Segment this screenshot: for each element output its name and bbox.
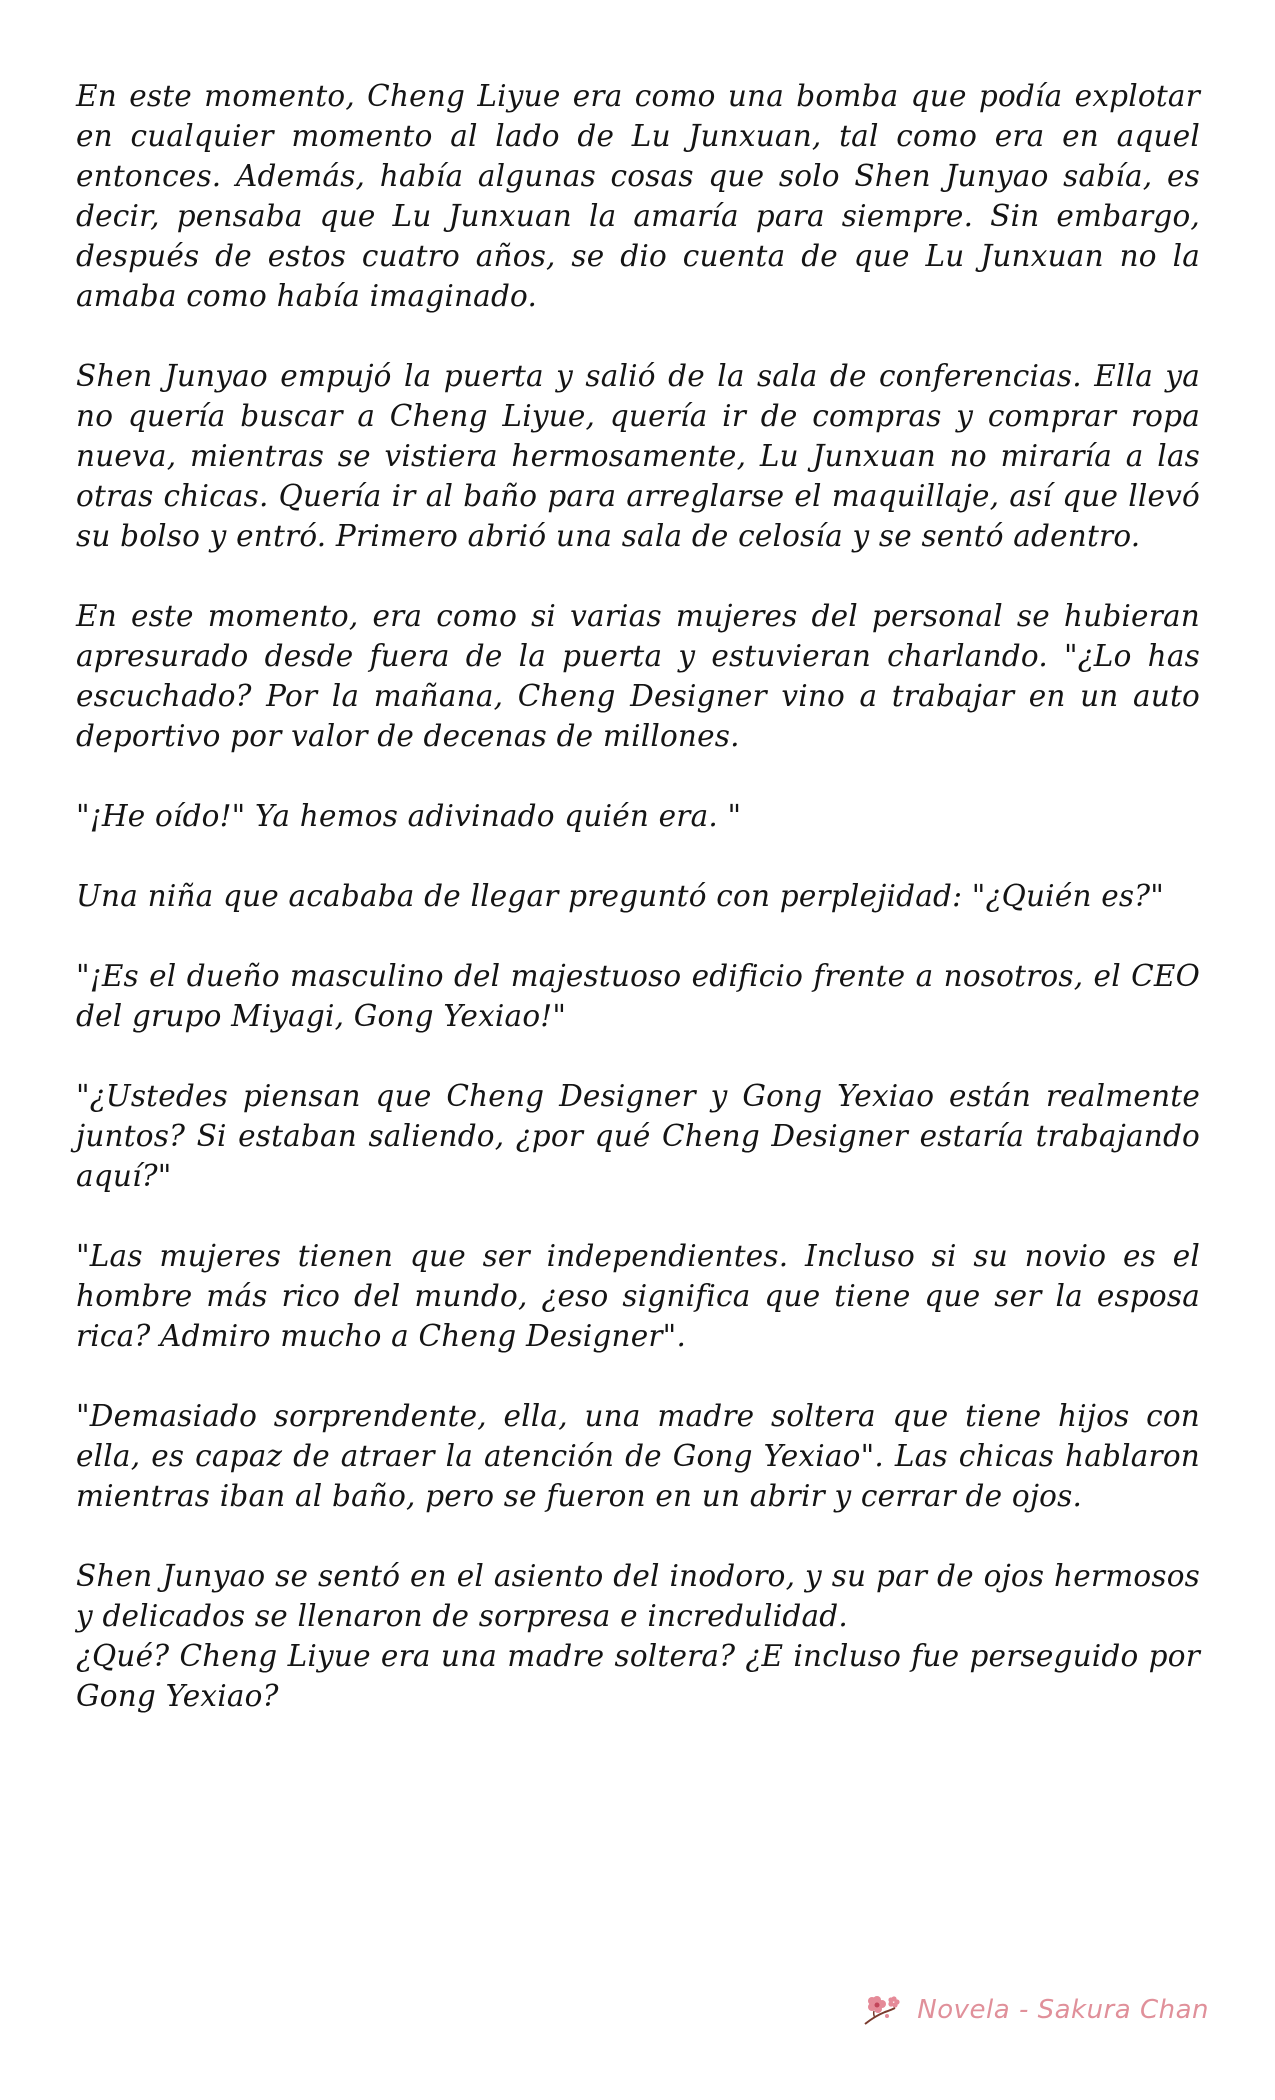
document-body xyxy=(76,76,1200,1756)
credit-text: Novela - Sakura Chan xyxy=(917,1995,1209,2025)
paragraph: En este momento, Cheng Liyue era como una bomba que podía explotar en cualquier momento al lado de Lu Junxuan, tal como era en aquel entonces. Además, había algunas cosas que solo Shen Junyao sabía, es decir, pensaba que Lu Junxuan la amaría para siempre. Sin embargo, después de estos cuatro años, se dio cuenta de que Lu Junxuan no la amaba como había imaginado. xyxy=(76,79,1200,313)
paragraph: "¡He oído!" Ya hemos adivinado quién era. " xyxy=(76,799,742,833)
paragraph: Shen Junyao empujó la puerta y salió de la sala de conferencias. Ella ya no quería buscar a Cheng Liyue, quería ir de compras y comprar ropa nueva, mientras se vistiera hermosamente, Lu Junxuan no miraría a las otras chicas. Quería ir al baño para arreglarse el maquillaje, así que llevó su bolso y entró. Primero abrió una sala de celosía y se sentó adentro. xyxy=(76,359,1200,553)
paragraph: "¿Ustedes piensan que Cheng Designer y Gong Yexiao están realmente juntos? Si estaban saliendo, ¿por qué Cheng Designer estaría trabajando aquí?" xyxy=(76,1079,1200,1193)
sakura-flower-icon xyxy=(861,1990,905,2030)
paragraph: "Demasiado sorprendente, ella, una madre soltera que tiene hijos con ella, es capaz de atraer la atención de Gong Yexiao". Las chicas hablaron mientras iban al baño, pero se fueron en un abrir y cerrar de ojos. xyxy=(76,1399,1200,1513)
paragraph: En este momento, era como si varias mujeres del personal se hubieran apresurado desde fuera de la puerta y estuvieran charlando. "¿Lo has escuchado? Por la mañana, Cheng Designer vino a trabajar en un auto deportivo por valor de decenas de millones. xyxy=(76,599,1200,753)
final-paragraph xyxy=(76,1556,1200,1716)
paragraph-line: Shen Junyao se sentó en el asiento del inodoro, y su par de ojos hermosos y delicados se llenaron de sorpresa e incredulidad. xyxy=(76,1559,1200,1633)
paragraph-line: ¿Qué? Cheng Liyue era una madre soltera? ¿E incluso fue perseguido por Gong Yexiao? xyxy=(76,1639,1200,1713)
paragraph: Una niña que acababa de llegar preguntó con perplejidad: "¿Quién es?" xyxy=(76,879,1165,913)
watermark-credit xyxy=(861,1990,1209,2030)
paragraph: "¡Es el dueño masculino del majestuoso edificio frente a nosotros, el CEO del grupo Miyagi, Gong Yexiao!" xyxy=(76,959,1200,1033)
paragraph: "Las mujeres tienen que ser independientes. Incluso si su novio es el hombre más rico del mundo, ¿eso significa que tiene que ser la esposa rica? Admiro mucho a Cheng Designer". xyxy=(76,1239,1200,1353)
